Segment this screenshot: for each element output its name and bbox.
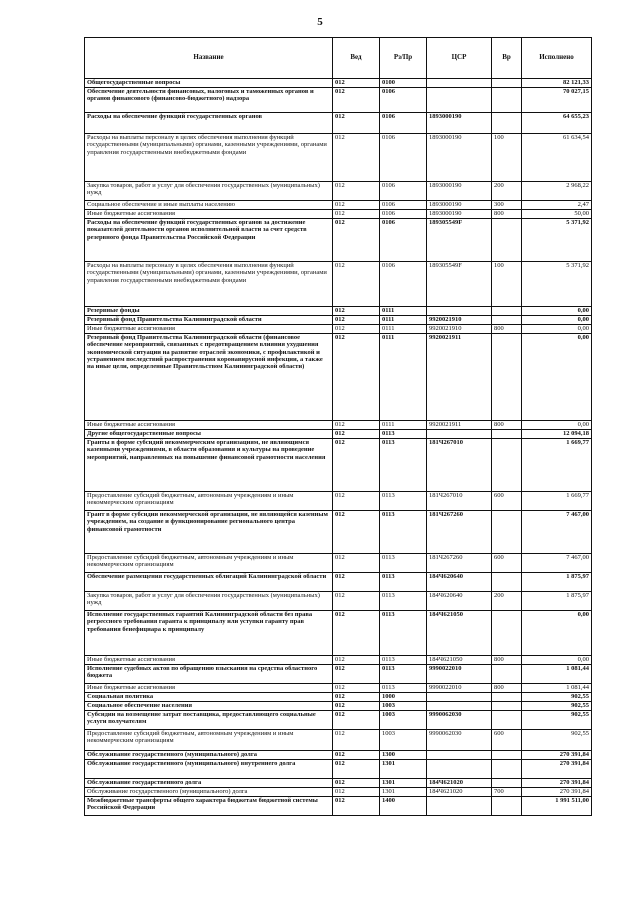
cell-csr: 1893000190 — [427, 201, 492, 210]
cell-rzpr: 0113 — [380, 430, 427, 439]
table-row — [85, 711, 592, 730]
cell-rzpr: 1000 — [380, 693, 427, 702]
cell-csr: 9920021910 — [427, 316, 492, 325]
table-row — [85, 325, 592, 334]
table-row — [85, 201, 592, 210]
cell-csr: 181Ч267010 — [427, 439, 492, 492]
cell-sum: 0,00 — [522, 656, 592, 665]
cell-ved: 012 — [333, 554, 380, 573]
cell-vr — [492, 702, 522, 711]
table-row — [85, 554, 592, 573]
cell-rzpr: 0106 — [380, 201, 427, 210]
cell-ved: 012 — [333, 219, 380, 262]
cell-name: Социальное обеспечение и иные выплаты населению — [85, 201, 333, 210]
cell-rzpr: 0106 — [380, 134, 427, 182]
budget-table — [84, 37, 592, 816]
table-row — [85, 134, 592, 182]
cell-rzpr: 1003 — [380, 702, 427, 711]
cell-rzpr: 0113 — [380, 492, 427, 511]
cell-vr — [492, 307, 522, 316]
table-row — [85, 797, 592, 816]
cell-rzpr: 0106 — [380, 182, 427, 201]
cell-rzpr: 0106 — [380, 262, 427, 307]
cell-vr — [492, 430, 522, 439]
cell-name: Расходы на выплаты персоналу в целях обеспечения выполнения функций государственными (муниципальными) органами, казенными учреждениями, органами управления государственными внебюджетными фондами — [85, 262, 333, 307]
table-row — [85, 307, 592, 316]
cell-sum: 5 371,92 — [522, 219, 592, 262]
cell-rzpr: 0113 — [380, 592, 427, 611]
cell-name: Предоставление субсидий бюджетным, автономным учреждениям и иным некоммерческим организациям — [85, 730, 333, 751]
cell-vr — [492, 334, 522, 421]
cell-ved: 012 — [333, 730, 380, 751]
cell-ved: 012 — [333, 325, 380, 334]
table-row — [85, 656, 592, 665]
cell-ved: 012 — [333, 711, 380, 730]
cell-name: Социальная политика — [85, 693, 333, 702]
cell-name: Расходы на выплаты персоналу в целях обеспечения выполнения функций государственными (муниципальными) органами, казенными учреждениями, органами управления государственными внебюджетными фондами — [85, 134, 333, 182]
cell-vr: 800 — [492, 684, 522, 693]
cell-ved: 012 — [333, 656, 380, 665]
cell-name: Иные бюджетные ассигнования — [85, 325, 333, 334]
cell-sum: 50,00 — [522, 210, 592, 219]
cell-rzpr: 1400 — [380, 797, 427, 816]
cell-sum: 0,00 — [522, 334, 592, 421]
cell-vr — [492, 711, 522, 730]
cell-name: Исполнение государственных гарантий Калининградской области без права регрессного требования гаранта к принципалу или уступки гаранту прав требования бенефициара к принципалу — [85, 611, 333, 656]
cell-sum: 1 875,97 — [522, 592, 592, 611]
col-header-name: Название — [85, 38, 333, 79]
cell-vr: 700 — [492, 788, 522, 797]
cell-ved: 012 — [333, 439, 380, 492]
cell-sum: 270 391,84 — [522, 751, 592, 760]
table-row — [85, 665, 592, 684]
cell-vr — [492, 219, 522, 262]
cell-sum: 64 655,23 — [522, 113, 592, 134]
cell-rzpr: 0113 — [380, 511, 427, 554]
cell-rzpr: 0113 — [380, 611, 427, 656]
col-header-vr: Вр — [492, 38, 522, 79]
cell-rzpr: 0113 — [380, 656, 427, 665]
cell-sum: 7 467,00 — [522, 511, 592, 554]
cell-sum: 1 991 511,00 — [522, 797, 592, 816]
cell-name: Предоставление субсидий бюджетным, автономным учреждениям и иным некоммерческим организациям — [85, 554, 333, 573]
cell-csr: 184Ч621050 — [427, 611, 492, 656]
cell-name: Иные бюджетные ассигнования — [85, 210, 333, 219]
table-row — [85, 79, 592, 88]
cell-name: Иные бюджетные ассигнования — [85, 684, 333, 693]
cell-vr: 600 — [492, 492, 522, 511]
cell-ved: 012 — [333, 307, 380, 316]
cell-sum: 2,47 — [522, 201, 592, 210]
cell-csr: 184Ч621050 — [427, 656, 492, 665]
cell-rzpr: 0113 — [380, 665, 427, 684]
cell-name: Субсидии на возмещение затрат поставщика, предоставляющего социальные услуги получателям — [85, 711, 333, 730]
cell-csr — [427, 430, 492, 439]
cell-ved: 012 — [333, 684, 380, 693]
cell-sum: 0,00 — [522, 316, 592, 325]
cell-vr — [492, 797, 522, 816]
cell-sum: 1 669,77 — [522, 439, 592, 492]
cell-name: Гранты в форме субсидий некоммерческим организациям, не являющимся казенными учреждениями, в области образования и культуры на проведение мероприятий, направленных на повышение финансовой грамотности населения — [85, 439, 333, 492]
cell-csr — [427, 797, 492, 816]
cell-sum: 270 391,84 — [522, 788, 592, 797]
cell-sum: 2 968,22 — [522, 182, 592, 201]
cell-ved: 012 — [333, 573, 380, 592]
cell-ved: 012 — [333, 201, 380, 210]
cell-ved: 012 — [333, 511, 380, 554]
cell-ved: 012 — [333, 134, 380, 182]
table-row — [85, 182, 592, 201]
cell-vr — [492, 751, 522, 760]
cell-csr: 181Ч267260 — [427, 511, 492, 554]
cell-ved: 012 — [333, 797, 380, 816]
cell-sum: 0,00 — [522, 307, 592, 316]
cell-csr — [427, 88, 492, 113]
table-row — [85, 316, 592, 325]
cell-csr — [427, 751, 492, 760]
cell-ved: 012 — [333, 665, 380, 684]
cell-ved: 012 — [333, 210, 380, 219]
cell-ved: 012 — [333, 693, 380, 702]
table-header-row — [85, 38, 592, 79]
cell-sum: 902,55 — [522, 730, 592, 751]
cell-name: Предоставление субсидий бюджетным, автономным учреждениям и иным некоммерческим организациям — [85, 492, 333, 511]
table-body — [85, 79, 592, 816]
cell-csr: 9990022010 — [427, 665, 492, 684]
cell-ved: 012 — [333, 430, 380, 439]
cell-rzpr: 0111 — [380, 316, 427, 325]
cell-vr — [492, 511, 522, 554]
cell-name: Обслуживание государственного (муниципального) долга — [85, 751, 333, 760]
cell-sum: 7 467,00 — [522, 554, 592, 573]
cell-rzpr: 0106 — [380, 219, 427, 262]
cell-csr: 9920021911 — [427, 421, 492, 430]
cell-csr: 184Ч621020 — [427, 779, 492, 788]
cell-sum: 902,55 — [522, 693, 592, 702]
cell-rzpr: 1003 — [380, 730, 427, 751]
table-row — [85, 219, 592, 262]
cell-vr — [492, 88, 522, 113]
cell-vr: 800 — [492, 210, 522, 219]
table-row — [85, 88, 592, 113]
cell-vr: 300 — [492, 201, 522, 210]
cell-name: Обслуживание государственного (муниципального) внутреннего долга — [85, 760, 333, 779]
table-row — [85, 751, 592, 760]
cell-ved: 012 — [333, 751, 380, 760]
cell-vr: 100 — [492, 262, 522, 307]
table-row — [85, 492, 592, 511]
cell-rzpr: 0111 — [380, 307, 427, 316]
table-row — [85, 262, 592, 307]
cell-ved: 012 — [333, 334, 380, 421]
cell-csr: 1893000190 — [427, 182, 492, 201]
cell-ved: 012 — [333, 79, 380, 88]
cell-ved: 012 — [333, 611, 380, 656]
col-header-ved: Вед — [333, 38, 380, 79]
cell-name: Иные бюджетные ассигнования — [85, 421, 333, 430]
cell-sum: 12 094,18 — [522, 430, 592, 439]
cell-ved: 012 — [333, 88, 380, 113]
cell-name: Обеспечение размещения государственных облигаций Калининградской области — [85, 573, 333, 592]
cell-sum: 1 669,77 — [522, 492, 592, 511]
cell-ved: 012 — [333, 421, 380, 430]
cell-ved: 012 — [333, 702, 380, 711]
cell-name: Социальное обеспечение населения — [85, 702, 333, 711]
cell-name: Исполнение судебных актов по обращению взыскания на средства областного бюджета — [85, 665, 333, 684]
cell-rzpr: 0106 — [380, 88, 427, 113]
cell-sum: 0,00 — [522, 421, 592, 430]
cell-vr: 100 — [492, 134, 522, 182]
table-row — [85, 788, 592, 797]
cell-vr — [492, 573, 522, 592]
table-row — [85, 592, 592, 611]
cell-vr — [492, 760, 522, 779]
cell-csr: 1893000190 — [427, 210, 492, 219]
cell-csr — [427, 307, 492, 316]
cell-csr: 9990022010 — [427, 684, 492, 693]
cell-csr: 9920021911 — [427, 334, 492, 421]
cell-vr: 600 — [492, 730, 522, 751]
cell-vr — [492, 79, 522, 88]
table-row — [85, 684, 592, 693]
cell-csr: 184Ч620640 — [427, 573, 492, 592]
cell-ved: 012 — [333, 779, 380, 788]
table-row — [85, 702, 592, 711]
cell-csr: 189305549F — [427, 262, 492, 307]
cell-ved: 012 — [333, 182, 380, 201]
cell-name: Резервный фонд Правительства Калининградской области — [85, 316, 333, 325]
table-row — [85, 421, 592, 430]
cell-rzpr: 1301 — [380, 760, 427, 779]
cell-rzpr: 0111 — [380, 421, 427, 430]
col-header-csr: ЦСР — [427, 38, 492, 79]
cell-rzpr: 1300 — [380, 751, 427, 760]
cell-ved: 012 — [333, 262, 380, 307]
cell-name: Другие общегосударственные вопросы — [85, 430, 333, 439]
cell-vr: 800 — [492, 656, 522, 665]
table-row — [85, 693, 592, 702]
cell-csr: 9990062030 — [427, 711, 492, 730]
cell-sum: 70 027,15 — [522, 88, 592, 113]
table-row — [85, 611, 592, 656]
cell-csr: 181Ч267260 — [427, 554, 492, 573]
cell-name: Расходы на обеспечение функций государственных органов за достижение показателей деятельности органов исполнительной власти за счет средств резервного фонда Правительства Российской Федерации — [85, 219, 333, 262]
cell-ved: 012 — [333, 492, 380, 511]
col-header-rzpr: Рз/Пр — [380, 38, 427, 79]
cell-csr: 9990062030 — [427, 730, 492, 751]
cell-vr — [492, 611, 522, 656]
cell-csr: 1893000190 — [427, 113, 492, 134]
cell-name: Обслуживание государственного (муниципального) долга — [85, 788, 333, 797]
cell-sum: 5 371,92 — [522, 262, 592, 307]
page-number: 5 — [317, 16, 323, 28]
cell-name: Грант в форме субсидии некоммерческой организации, не являющейся казенным учреждением, на создание и функционирование регионального центра финансовой грамотности — [85, 511, 333, 554]
cell-rzpr: 1301 — [380, 779, 427, 788]
cell-rzpr: 0111 — [380, 334, 427, 421]
cell-name: Общегосударственные вопросы — [85, 79, 333, 88]
cell-rzpr: 0100 — [380, 79, 427, 88]
cell-csr: 184Ч620640 — [427, 592, 492, 611]
table-row — [85, 573, 592, 592]
cell-name: Обслуживание государственного долга — [85, 779, 333, 788]
table-row — [85, 730, 592, 751]
cell-vr — [492, 113, 522, 134]
cell-csr — [427, 702, 492, 711]
cell-sum: 0,00 — [522, 325, 592, 334]
cell-vr: 200 — [492, 592, 522, 611]
table-row — [85, 511, 592, 554]
cell-csr — [427, 79, 492, 88]
table-row — [85, 779, 592, 788]
cell-sum: 902,55 — [522, 702, 592, 711]
cell-name: Расходы на обеспечение функций государственных органов — [85, 113, 333, 134]
cell-name: Закупка товаров, работ и услуг для обеспечения государственных (муниципальных) нужд — [85, 592, 333, 611]
cell-sum: 0,00 — [522, 611, 592, 656]
cell-ved: 012 — [333, 760, 380, 779]
cell-csr: 184Ч621020 — [427, 788, 492, 797]
cell-csr: 9920021910 — [427, 325, 492, 334]
cell-name: Межбюджетные трансферты общего характера бюджетам бюджетной системы Российской Федерации — [85, 797, 333, 816]
table-row — [85, 113, 592, 134]
cell-csr — [427, 693, 492, 702]
cell-rzpr: 0113 — [380, 554, 427, 573]
cell-sum: 61 634,54 — [522, 134, 592, 182]
cell-csr: 189305549F — [427, 219, 492, 262]
cell-name: Резервный фонд Правительства Калининградской области (финансовое обеспечение мероприятий, связанных с предотвращением влияния ухудшения экономической ситуации на развитие отраслей экономики, с профилактикой и устранением последствий распространения коронавирусной инфекции, а также на иные цели, определенные Правительством Калининградской области) — [85, 334, 333, 421]
cell-ved: 012 — [333, 316, 380, 325]
cell-sum: 1 875,97 — [522, 573, 592, 592]
cell-rzpr: 0113 — [380, 439, 427, 492]
cell-rzpr: 0113 — [380, 573, 427, 592]
cell-name: Закупка товаров, работ и услуг для обеспечения государственных (муниципальных) нужд — [85, 182, 333, 201]
cell-ved: 012 — [333, 788, 380, 797]
cell-rzpr: 0106 — [380, 210, 427, 219]
cell-vr — [492, 665, 522, 684]
cell-ved: 012 — [333, 592, 380, 611]
cell-sum: 1 081,44 — [522, 684, 592, 693]
cell-rzpr: 1003 — [380, 711, 427, 730]
table-row — [85, 210, 592, 219]
cell-vr: 800 — [492, 325, 522, 334]
cell-name: Обеспечение деятельности финансовых, налоговых и таможенных органов и органов финансового (финансово-бюджетного) надзора — [85, 88, 333, 113]
table-row — [85, 439, 592, 492]
cell-sum: 82 121,33 — [522, 79, 592, 88]
table-row — [85, 760, 592, 779]
cell-csr — [427, 760, 492, 779]
cell-rzpr: 1301 — [380, 788, 427, 797]
cell-name: Резервные фонды — [85, 307, 333, 316]
cell-vr — [492, 693, 522, 702]
table-row — [85, 430, 592, 439]
cell-ved: 012 — [333, 113, 380, 134]
cell-name: Иные бюджетные ассигнования — [85, 656, 333, 665]
cell-sum: 270 391,84 — [522, 779, 592, 788]
cell-vr — [492, 779, 522, 788]
cell-vr — [492, 439, 522, 492]
cell-rzpr: 0106 — [380, 113, 427, 134]
col-header-sum: Исполнено — [522, 38, 592, 79]
cell-csr: 1893000190 — [427, 134, 492, 182]
cell-csr: 181Ч267010 — [427, 492, 492, 511]
cell-vr: 800 — [492, 421, 522, 430]
cell-sum: 1 081,44 — [522, 665, 592, 684]
cell-rzpr: 0113 — [380, 684, 427, 693]
cell-sum: 270 391,84 — [522, 760, 592, 779]
cell-vr — [492, 316, 522, 325]
table-row — [85, 334, 592, 421]
cell-sum: 902,55 — [522, 711, 592, 730]
cell-vr: 200 — [492, 182, 522, 201]
cell-vr: 600 — [492, 554, 522, 573]
cell-rzpr: 0111 — [380, 325, 427, 334]
